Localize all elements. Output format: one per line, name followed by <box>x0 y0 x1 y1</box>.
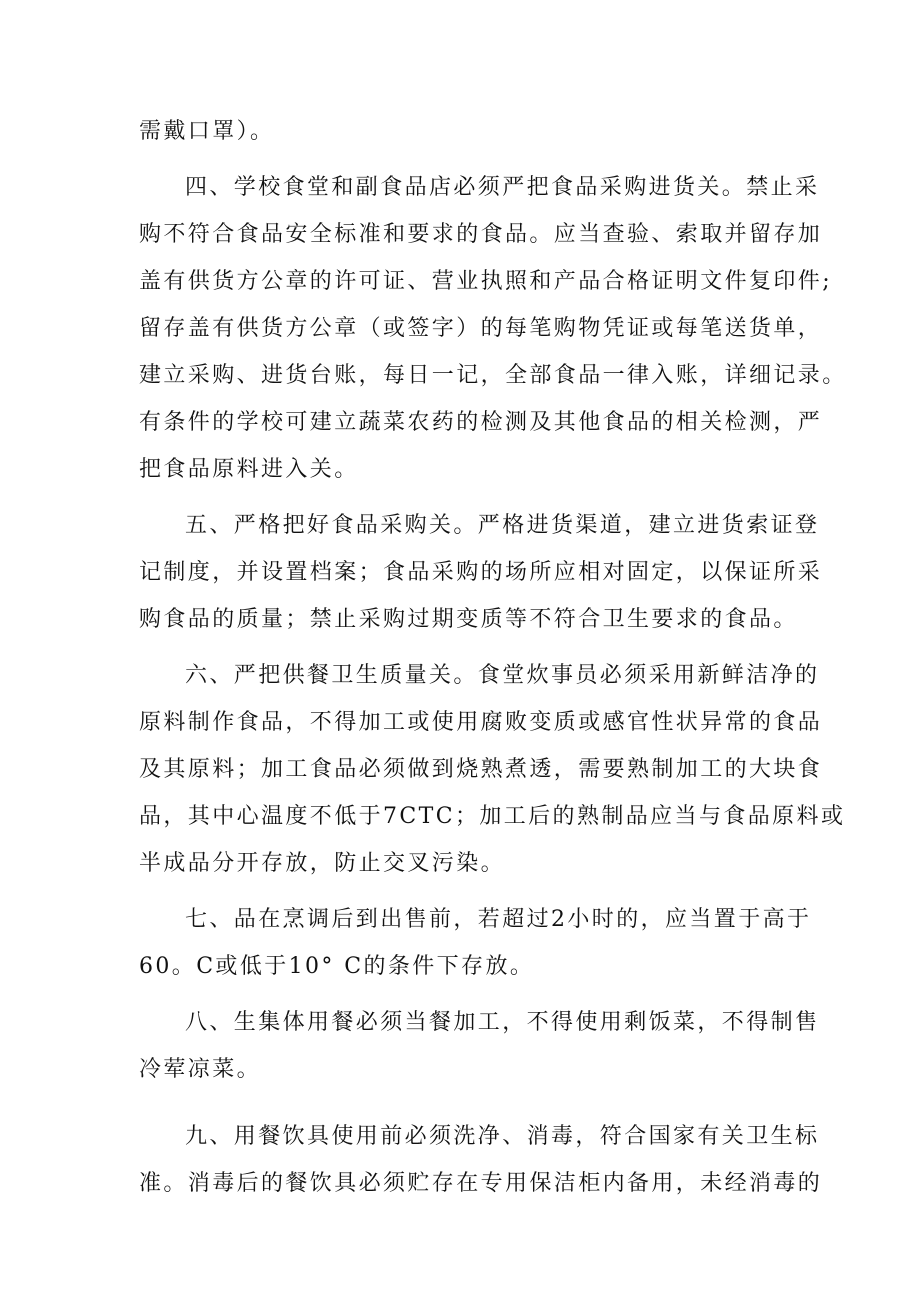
text-line: 建立采购、进货台账，每日一记，全部食品一律入账，详细记录。 <box>139 363 847 388</box>
text-line: 把食品原料进入关。 <box>139 457 359 482</box>
paragraph-9 <box>139 1113 823 1207</box>
text-line: 及其原料；加工食品必须做到烧熟煮透，需要熟制加工的大块食 <box>139 757 823 782</box>
text-line: 半成品分开存放，防止交叉污染。 <box>139 851 506 876</box>
paragraph-8 <box>139 999 820 1093</box>
text-line: 准。消毒后的餐饮具必须贮存在专用保洁柜内备用，未经消毒的 <box>139 1171 823 1196</box>
text-line: 有条件的学校可建立蔬菜农药的检测及其他食品的相关检测，严 <box>139 410 823 435</box>
text-line: 盖有供货方公章的许可证、营业执照和产品合格证明文件复印件; <box>139 269 833 294</box>
document-body <box>139 108 847 1207</box>
text-line: 五、严格把好食品采购关。严格进货渠道，建立进货索证登 <box>185 513 820 538</box>
text-line: 原料制作食品，不得加工或使用腐败变质或感官性状异常的食品 <box>139 710 823 735</box>
paragraph-7 <box>139 896 812 990</box>
paragraph-6 <box>139 652 846 887</box>
text-line: 品，其中心温度不低于7CTC；加工后的熟制品应当与食品原料或 <box>139 804 846 829</box>
paragraph-4 <box>139 164 847 493</box>
text-line: 60。C或低于10° C的条件下存放。 <box>139 954 535 979</box>
text-line: 留存盖有供货方公章（或签字）的每笔购物凭证或每笔送货单， <box>139 316 823 341</box>
text-line: 记制度，并设置档案；食品采购的场所应相对固定，以保证所采 <box>139 560 823 585</box>
text-line: 购不符合食品安全标准和要求的食品。应当查验、索取并留存加 <box>139 222 823 247</box>
text-line: 四、学校食堂和副食品店必须严把食品采购进货关。禁止采 <box>185 175 820 200</box>
paragraph-5 <box>139 502 823 643</box>
text-line: 九、用餐饮具使用前必须洗净、消毒，符合国家有关卫生标 <box>185 1124 820 1149</box>
text-line: 购食品的质量；禁止采购过期变质等不符合卫生要求的食品。 <box>139 607 798 632</box>
text-line: 需戴口罩）。 <box>139 119 275 144</box>
text-line: 八、生集体用餐必须当餐加工，不得使用剩饭菜，不得制售 <box>185 1010 820 1035</box>
paragraph-3-end <box>139 108 789 155</box>
text-line: 七、品在烹调后到出售前，若超过2小时的，应当置于高于 <box>185 907 812 932</box>
text-line: 六、严把供餐卫生质量关。食堂炊事员必须采用新鲜洁净的 <box>185 663 820 688</box>
text-line: 冷荤凉菜。 <box>139 1057 262 1082</box>
